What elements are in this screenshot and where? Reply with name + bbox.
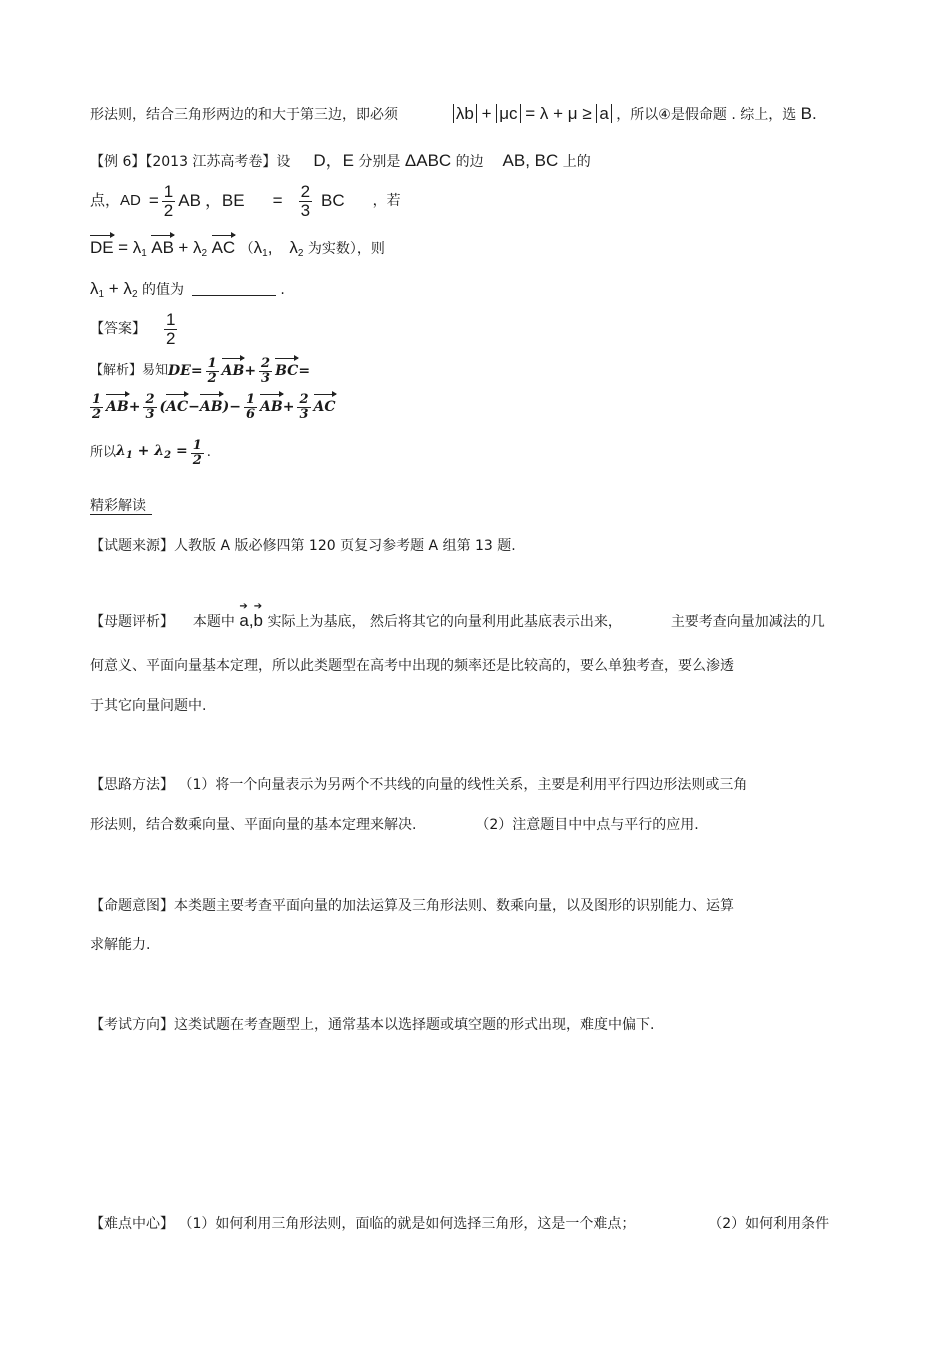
line1-answer: B. [800,104,817,123]
direction-text: 这类试题在考查题型上，通常基本以选择题或填空题的形式出现，难度中偏下. [174,1017,655,1033]
solution-line-1: 【解析】易知 DE = $\frac{1}{2}$ AB + $\frac{2}{3}$ BC = [90,355,311,386]
comment-text-c: 主要考查向量加减法的几 [670,614,825,630]
difficulty-text-a: （1）如何利用三角形法则，面临的就是如何选择三角形，这是一个难点； [178,1216,636,1232]
bc-label: BC [321,191,345,210]
answer-label: 【答案】 [90,321,146,337]
example-line-1 [90,151,591,172]
comment-text-b: 实际上为基底， 然后将其它的向量利用此基底表示出来， [267,614,622,630]
ab-label: AB [178,191,201,210]
fraction-one-half: $\frac{1}{2}$ [163,181,174,220]
answer-blank [192,295,276,296]
example-line-4: $\lambda_1 + \lambda_2$ 的值为 . [90,279,285,300]
points-de: D，E [313,151,354,170]
direction-line [90,1015,654,1035]
example-line-3: DE = $\lambda_1$ AB + $\lambda_2$ AC （$\lambda_1$, $\lambda_2$ 为实数），则 [90,238,385,259]
edges-ab-bc: AB, BC [502,151,559,170]
section-heading [90,496,152,516]
intent-text: 本类题主要考查平面向量的加法运算及三角形法则、数乘向量，以及图形的识别能力、运算 [174,898,734,914]
vector-ab: AB [151,238,174,257]
line1-text: 形法则，结合三角形两边的和大于第三边，即必须 [90,107,398,123]
example-label: 【例 6】【2013 江苏高考卷】设 [90,154,291,170]
source-text: 人教版 A 版必修四第 120 页复习参考题 A 组第 13 题. [174,538,516,554]
be-label: ，BE [204,191,245,210]
example-tail: 上的 [562,154,591,170]
solution-label: 【解析】易知 [90,363,169,378]
lambda-note: 为实数），则 [307,241,385,257]
source-label: 【试题来源】 [90,538,174,554]
comment-line-3: 于其它向量问题中. [90,698,207,714]
solution-line-3: 所以 $\lambda_1 + \lambda_2$ = $\frac{1}{2}$ . [90,437,211,468]
source-line [90,536,516,556]
method-line-2: 形法则，结合数乘向量、平面向量的基本定理来解决. （2）注意题目中中点与平行的应用. [90,817,699,833]
vector-ac: AC [211,238,236,257]
line1-conclusion: ，所以④是假命题 [616,107,727,123]
ruo-text: ，若 [372,193,401,209]
method-label: 【思路方法】 [90,777,174,793]
edge-text: 的边 [455,154,484,170]
example-mid-text: 分别是 [358,154,401,170]
difficulty-label: 【难点中心】 [90,1216,174,1232]
intent-line-2: 求解能力. [90,937,151,953]
value-text: 的值为 [141,282,184,298]
comment-text-a: 本题中 [192,614,235,630]
example-line-2: 点，AD = $\frac{1}{2}$ AB ，BE = $\frac{2}{3}$ BC ，若 [90,181,401,220]
comment-line-1 [90,601,825,632]
solution-line-2: $\frac{1}{2}$ AB + $\frac{2}{3}$ ( AC − AB ) − $\frac{1}{6}$ AB + $\frac{2}{3}$ AC [92,391,336,422]
comment-label: 【母题评析】 [90,614,174,630]
intent-label: 【命题意图】 [90,898,174,914]
answer-fraction: $\frac{1}{2}$ [166,309,176,348]
basis-vectors: ➔➔ a,b [239,601,269,630]
difficulty-line [90,1214,829,1234]
method-line-1 [90,775,747,795]
fraction-two-thirds: $\frac{2}{3}$ [300,181,311,220]
heading-text: 精彩解读 [90,498,152,515]
vector-de: DE [90,238,114,257]
answer-line [90,306,180,352]
direction-label: 【考试方向】 [90,1017,174,1033]
method-text: （1）将一个向量表示为另两个不共线的向量的线性关系，主要是利用平行四边形法则或三角 [178,777,748,793]
inequality-expression: λb + μc = λ + μ ≥ a [453,104,612,123]
intent-line-1 [90,896,734,916]
comment-line-2: 何意义、平面向量基本定理，所以此类题型在高考中出现的频率还是比较高的，要么单独考查，要么渗透 [90,658,734,674]
line-1 [90,104,817,125]
line1-summary: . 综上，选 [731,107,797,123]
triangle-abc: ΔABC [404,151,452,170]
ad-label: 点，AD [90,192,141,209]
solution-so: 所以 [90,445,117,460]
difficulty-text-b: （2）如何利用条件 [708,1216,830,1232]
